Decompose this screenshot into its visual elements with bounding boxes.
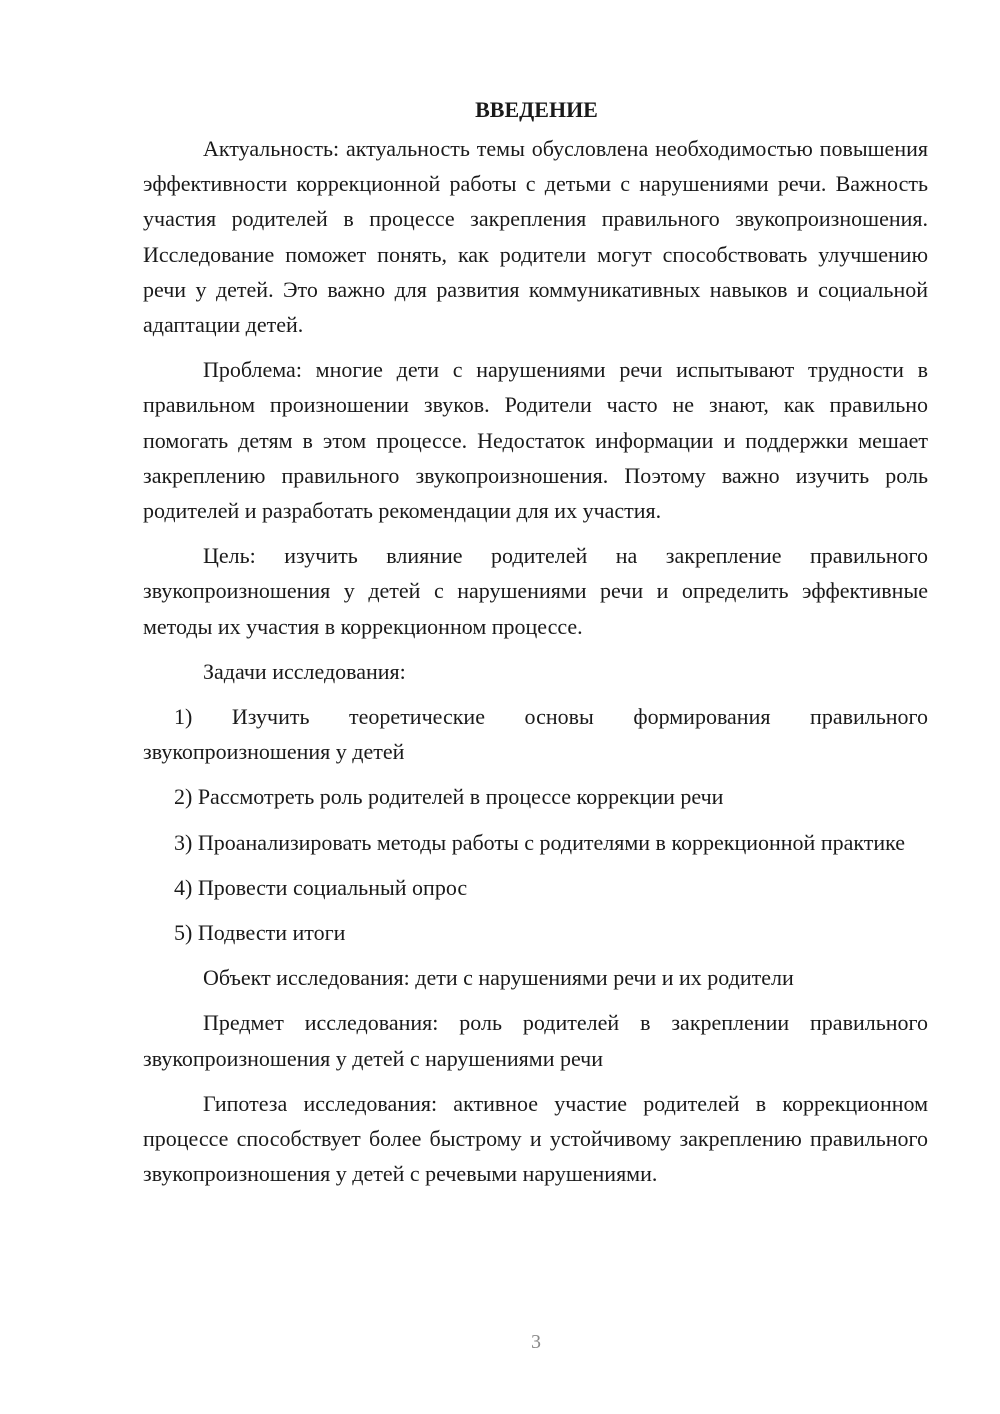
paragraph-tasks-heading: Задачи исследования:	[203, 658, 406, 684]
task-item-2: 2) Рассмотреть роль родителей в процессе коррекции речи	[174, 784, 724, 810]
paragraph-problem: Проблема: многие дети с нарушениями речи испытывают трудности в правильном произношении звуков. Родители часто не знают, как правильно помогать детям в этом процессе. Недостаток информации и поддержки мешает закреплению правильного звукопроизношения. Поэтому важно изучить роль родителей и разработать рекомендации для их участия.	[143, 357, 928, 524]
paragraph-relevance: Актуальность: актуальность темы обусловлена необходимостью повышения эффективности коррекционной работы с детьми с нарушениями речи. Важность участия родителей в процессе закрепления правильного звукопроизношения. Исследование поможет понять, как родители могут способствовать улучшению речи у детей. Это важно для развития коммуникативных навыков и социальной адаптации детей.	[143, 136, 928, 338]
task-item-5: 5) Подвести итоги	[174, 920, 346, 946]
task-item-4: 4) Провести социальный опрос	[174, 874, 468, 900]
paragraph-goal: Цель: изучить влияние родителей на закрепление правильного звукопроизношения у детей с нарушениями речи и определить эффективные методы их участия в коррекционном процессе.	[143, 543, 928, 639]
document-page	[143, 92, 928, 1201]
paragraph-subject: Предмет исследования: роль родителей в закреплении правильного звукопроизношения у детей с нарушениями речи	[143, 1010, 928, 1071]
paragraph-hypothesis: Гипотеза исследования: активное участие родителей в коррекционном процессе способствует более быстрому и устойчивому закреплению правильного звукопроизношения у детей с речевыми нарушениями.	[143, 1090, 928, 1187]
task-item-3: 3) Проанализировать методы работы с родителями в коррекционной практике	[174, 829, 906, 855]
page-number: 3	[531, 1331, 541, 1353]
task-item-1: 1) Изучить теоретические основы формирования правильного звукопроизношения у детей	[143, 704, 928, 765]
section-heading: ВВЕДЕНИЕ	[475, 97, 598, 122]
paragraph-object: Объект исследования: дети с нарушениями речи и их родители	[203, 965, 794, 991]
